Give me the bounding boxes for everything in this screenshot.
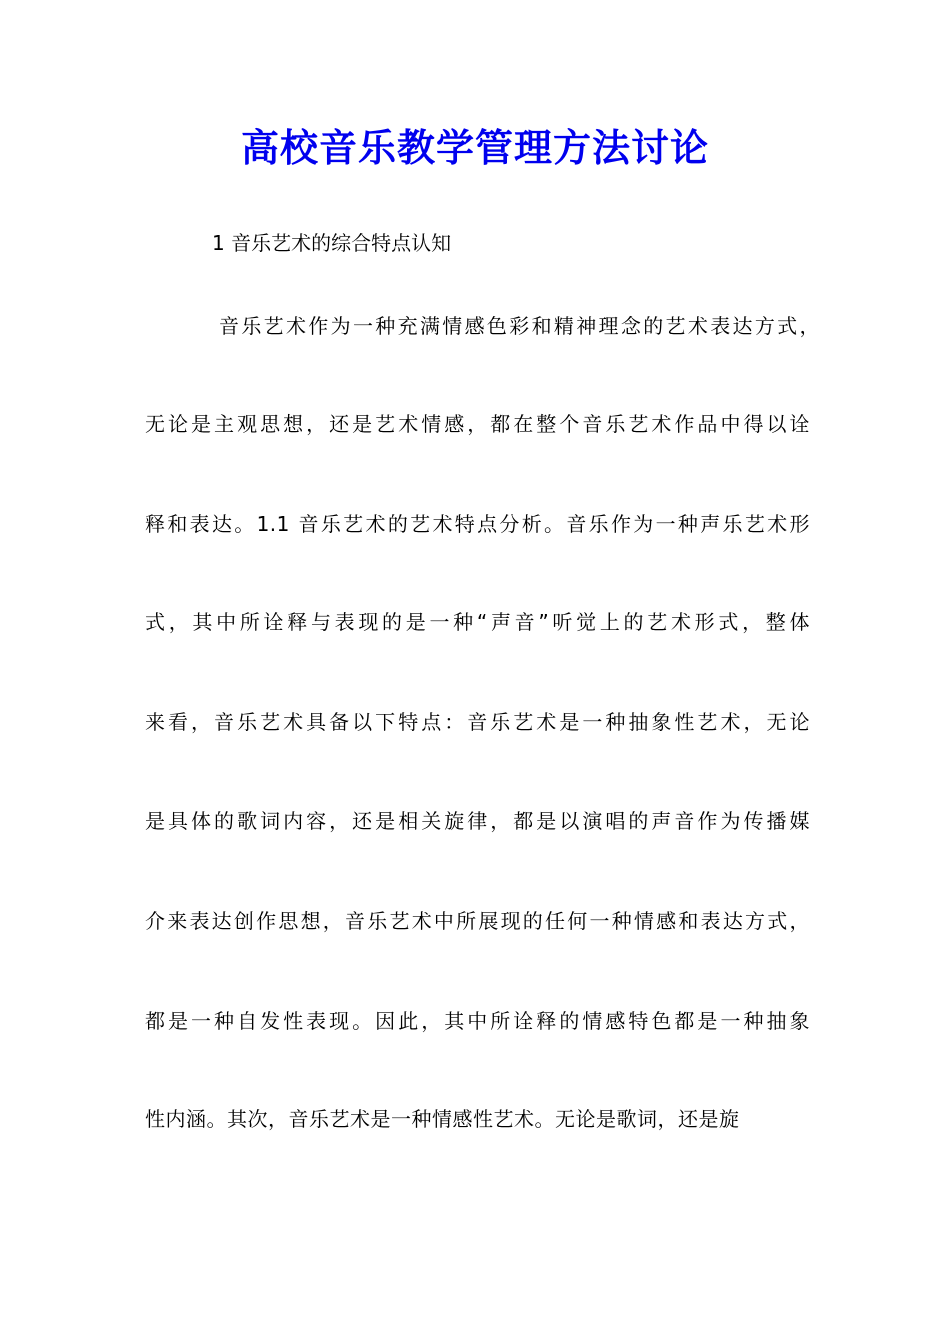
- paragraph-line: 无论是主观思想，还是艺术情感，都在整个音乐艺术作品中得以诠: [145, 412, 810, 436]
- document-title: 高校音乐教学管理方法讨论: [240, 125, 709, 170]
- section-heading: 1 音乐艺术的综合特点认知: [212, 231, 452, 255]
- paragraph-line: 介来表达创作思想，音乐艺术中所展现的任何一种情感和表达方式，: [145, 909, 810, 933]
- paragraph-line: 都是一种自发性表现。因此，其中所诠释的情感特色都是一种抽象: [145, 1009, 810, 1033]
- paragraph-line: 性内涵。其次，音乐艺术是一种情感性艺术。无论是歌词，还是旋: [145, 1107, 740, 1131]
- paragraph-line: 是具体的歌词内容，还是相关旋律，都是以演唱的声音作为传播媒: [145, 809, 810, 833]
- paragraph-line: 式，其中所诠释与表现的是一种“声音”听觉上的艺术形式，整体: [145, 610, 810, 634]
- paragraph-line: 来看，音乐艺术具备以下特点：音乐艺术是一种抽象性艺术，无论: [145, 710, 810, 734]
- paragraph-line: 释和表达。1.1 音乐艺术的艺术特点分析。音乐作为一种声乐艺术形: [145, 512, 810, 536]
- paragraph-line: 音乐艺术作为一种充满情感色彩和精神理念的艺术表达方式，: [219, 314, 820, 338]
